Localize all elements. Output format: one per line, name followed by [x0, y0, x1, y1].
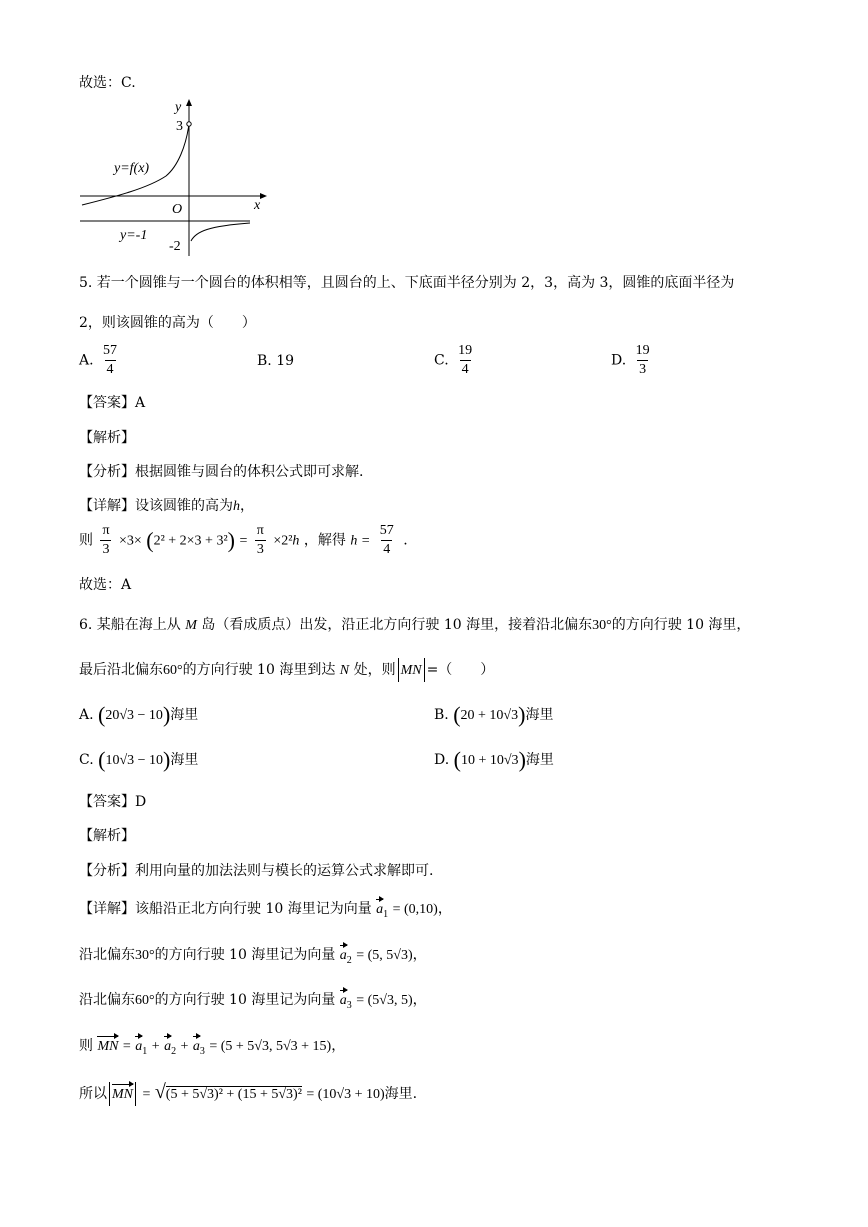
q5-stem-line1: 5. 若一个圆锥与一个圆台的体积相等，且圆台的上、下底面半径分别为 2，3，高为 3，圆锥的底面半径为	[79, 275, 735, 291]
right-branch-curve	[191, 223, 250, 241]
q5-option-a: A. $\frac{57}{4}$	[79, 343, 118, 377]
q5-formula: 则 $\frac{\pi}{3}$ ×3× (2² + 2×3 + 3²) = $\frac{\pi}{3}$ ×2²h ，解得 h = $\frac{57}{4}$ .	[79, 523, 408, 557]
q5-answer: 【答案】A	[79, 395, 146, 411]
q6-option-d: D. (10 + 10√3)海里	[434, 747, 554, 772]
q6-detail-line1: 【详解】该船沿正北方向行驶 10 海里记为向量 $a_1 = (0,10)$，	[79, 901, 452, 920]
x-axis-arrow	[260, 193, 267, 199]
asymptote-label: y=-1	[120, 228, 148, 243]
q6-stem-line1: 6. 某船在海上从 M 岛（看成质点）出发，沿正北方向行驶 10 海里，接着沿北偏东30°的方向行驶 10 海里，	[79, 617, 751, 633]
origin-label: O	[172, 202, 183, 217]
q5-option-d: D. $\frac{19}{3}$	[611, 343, 650, 377]
curve-label: y=f(x)	[114, 161, 150, 176]
q6-stem-line2: 最后沿北偏东60°的方向行驶 10 海里到达 N 处，则 MN =（ ）	[79, 658, 494, 682]
q5-xiangjie: 【详解】设该圆锥的高为h，	[79, 498, 254, 514]
q6-fenxi: 【分析】利用向量的加法法则与模长的运算公式求解即可.	[79, 863, 434, 879]
q6-detail-line3: 沿北偏东60°的方向行驶 10 海里记为向量 $a_3 = (5√3$, 5)，	[79, 992, 427, 1011]
tick-neg2: -2	[169, 239, 181, 254]
y-axis-arrow	[186, 99, 192, 106]
q5-fenxi: 【分析】根据圆锥与圆台的体积公式即可求解.	[79, 464, 364, 480]
q5-option-c: C. $\frac{19}{4}$	[434, 343, 473, 377]
function-graph	[78, 98, 278, 258]
q5-option-b: B. 19	[257, 353, 295, 369]
q6-option-b: B. (20 + 10√3)海里	[434, 702, 554, 727]
q6-option-c: C. (10√3 − 10)海里	[79, 747, 199, 772]
q6-answer: 【答案】D	[79, 794, 147, 810]
q5-final: 故选：A	[79, 577, 132, 593]
q6-detail-line5: 所以 MN = √(5 + 5√3)² + (15 + 5√3)² = (10√3 + 10)海里.	[79, 1082, 417, 1106]
q5-analysis-heading: 【解析】	[79, 430, 135, 446]
previous-answer: 故选：C.	[79, 75, 136, 91]
q6-analysis-heading: 【解析】	[79, 828, 135, 844]
q6-detail-line2: 沿北偏东30°的方向行驶 10 海里记为向量 $a_2 = (5$, 5√3)，	[79, 947, 427, 966]
x-axis-label: x	[254, 198, 261, 213]
q6-detail-line4: 则 MN = $a_1 + a_2 + a_3 = (5 + 5√3$, 5√3 + 15)，	[79, 1038, 346, 1057]
y-axis-label: y	[175, 100, 182, 115]
q5-stem-line2: 2，则该圆锥的高为（ ）	[79, 315, 256, 331]
q6-option-a: A. (20√3 − 10)海里	[79, 702, 199, 727]
tick-3: 3	[176, 119, 183, 134]
open-point-3	[187, 122, 191, 126]
